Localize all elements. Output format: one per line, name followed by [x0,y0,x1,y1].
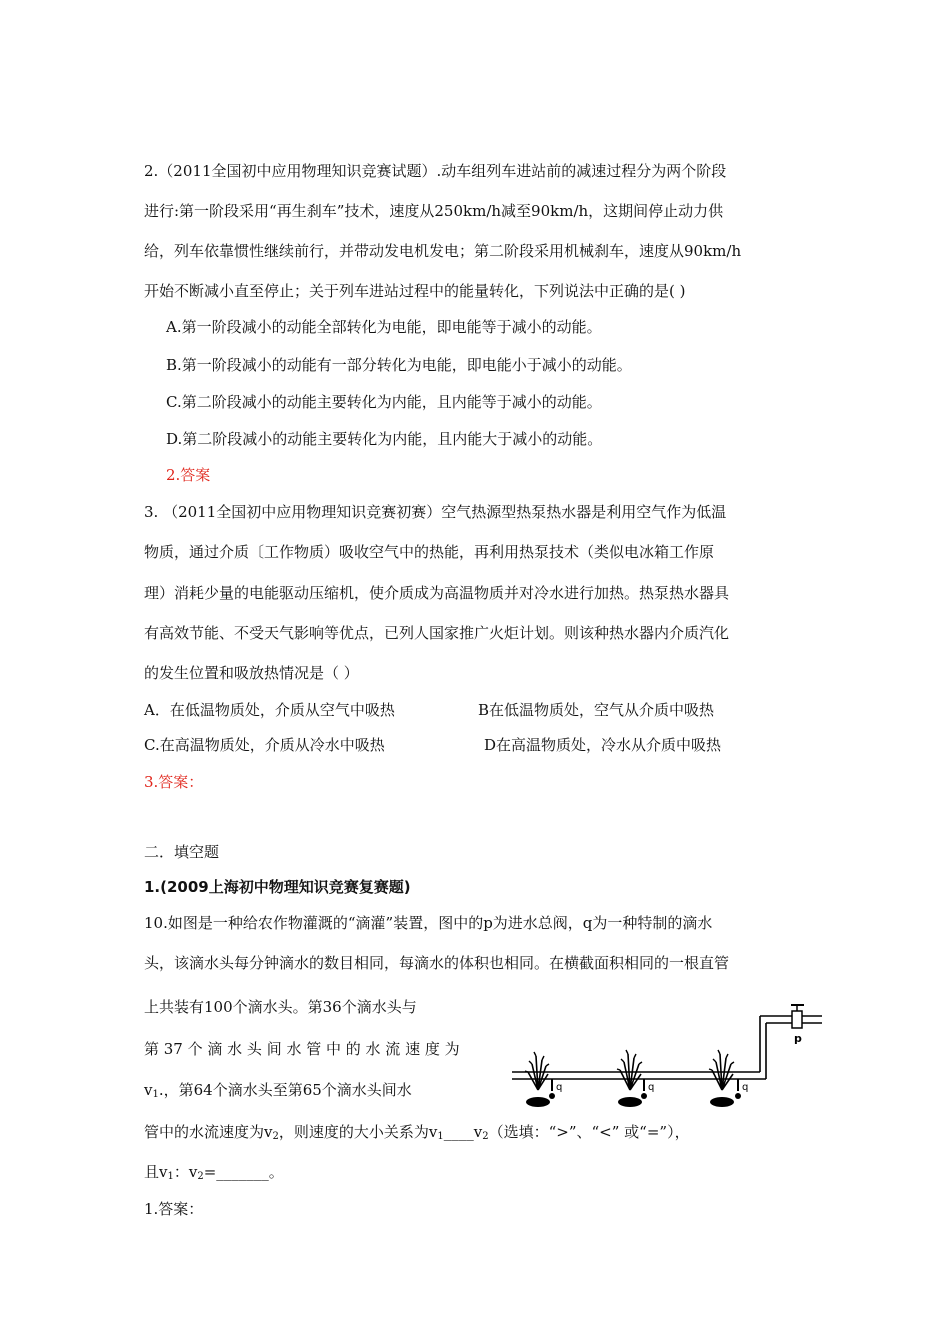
q3-line-1: 3. （2011全国初中应用物理知识竞赛初赛）空气热源型热泵热水器是利用空气作为低温 [144,503,727,521]
q10-line-7-c: ：v [173,1163,198,1181]
q3-option-d: D在高温物质处，冷水从介质中吸热 [484,736,722,754]
q10-answer: 1.答案： [144,1200,204,1218]
q10-line-5-text: .，第64个滴水头至第65个滴水头间水 [158,1081,412,1099]
q10-line-7-sub-2: 2 [197,1171,204,1182]
q10-blank-2: =_______。 [203,1163,284,1181]
q3-option-a: A．在低温物质处，介质从空气中吸热 [144,701,395,719]
main-pipe [512,1016,822,1079]
q3-line-4: 有高效节能、不受天气影响等优点，已列人国家推广火炬计划。则该种热水器内介质汽化 [144,624,730,642]
q10-line-2: 头，该滴水头每分钟滴水的数目相同，每滴水的体积也相同。在横截面积相同的一根直管 [144,954,730,972]
q2-line-4: 开始不断减小直至停止；关于列车进站过程中的能量转化，下列说法中正确的是( ) [144,282,686,300]
q2-option-d: D.第二阶段减小的动能主要转化为内能，且内能大于减小的动能。 [166,430,603,448]
q10-line-7 [144,1162,284,1182]
q3-option-b: B在低温物质处，空气从介质中吸热 [478,701,715,719]
section-title: 二．填空题 [144,843,220,861]
q10-line-5 [144,1080,412,1100]
q10-line-6-g: （选填：“>”、“<” 或“=”）， [488,1123,690,1141]
q10-v-subscript: 1 [152,1089,159,1100]
q2-option-c: C.第二阶段减小的动能主要转化为内能，且内能等于减小的动能。 [166,393,602,411]
q3-answer: 3.答案： [144,773,204,791]
q2-option-a: A.第一阶段减小的动能全部转化为电能，即电能等于减小的动能。 [166,318,602,336]
q3-line-5: 的发生位置和吸放热情况是（ ） [144,664,359,682]
q3-option-c: C.在高温物质处，介质从冷水中吸热 [144,736,385,754]
q10-line-6-sub-1: 2 [272,1131,279,1142]
q10-line-3: 上共装有100个滴水头。第36个滴水头与 [144,998,417,1016]
label-p: p [794,1032,802,1045]
q3-line-2: 物质，通过介质〔工作物质）吸收空气中的热能，再利用热泵技术（类似电冰箱工作原 [144,543,715,561]
q10-line-6-c: ，则速度的大小关系为v [278,1123,438,1141]
q2-line-1: 2.（2011全国初中应用物理知识竞赛试题）.动车组列车进站前的减速过程分为两个阶段 [144,162,727,180]
q2-line-3: 给，列车依靠惯性继续前行，并带动发电机发电；第二阶段采用机械刹车，速度从90km/h [144,242,742,260]
label-q-2: q [648,1082,655,1093]
q10-v-symbol: v [144,1081,153,1099]
q3-line-3: 理）消耗少量的电能驱动压缩机，使介质成为高温物质并对冷水进行加热。热泵热水器具 [144,584,730,602]
valve-icon [791,1005,804,1045]
q10-line-6-a: 管中的水流速度为v [144,1123,273,1141]
q2-line-2: 进行:第一阶段采用“再生刹车”技术，速度从250km/h减至90km/h，这期间停止动力供 [144,202,724,220]
drip-irrigation-figure [512,1004,822,1114]
q10-line-6-sub-2: 1 [437,1131,444,1142]
q10-line-7-sub-1: 1 [167,1171,174,1182]
q10-line-6 [144,1122,690,1142]
q2-option-b: B.第一阶段减小的动能有一部分转化为电能，即电能小于减小的动能。 [166,356,632,374]
q10-line-6-sub-3: 2 [482,1131,489,1142]
label-q-1: q [556,1082,563,1093]
q10-line-4: 第 37 个 滴 水 头 间 水 管 中 的 水 流 速 度 为 [144,1040,460,1058]
q2-answer: 2.答案 [166,466,211,484]
q10-line-7-a: 且v [144,1163,168,1181]
label-q-3: q [742,1082,749,1093]
q10-line-1: 10.如图是一种给农作物灌溉的“滴灌”装置，图中的p为进水总阀，q为一种特制的滴水 [144,914,713,932]
q10-blank-1: ____v [443,1123,483,1141]
section-subtitle: 1.(2009上海初中物理知识竞赛复赛题) [144,878,411,896]
